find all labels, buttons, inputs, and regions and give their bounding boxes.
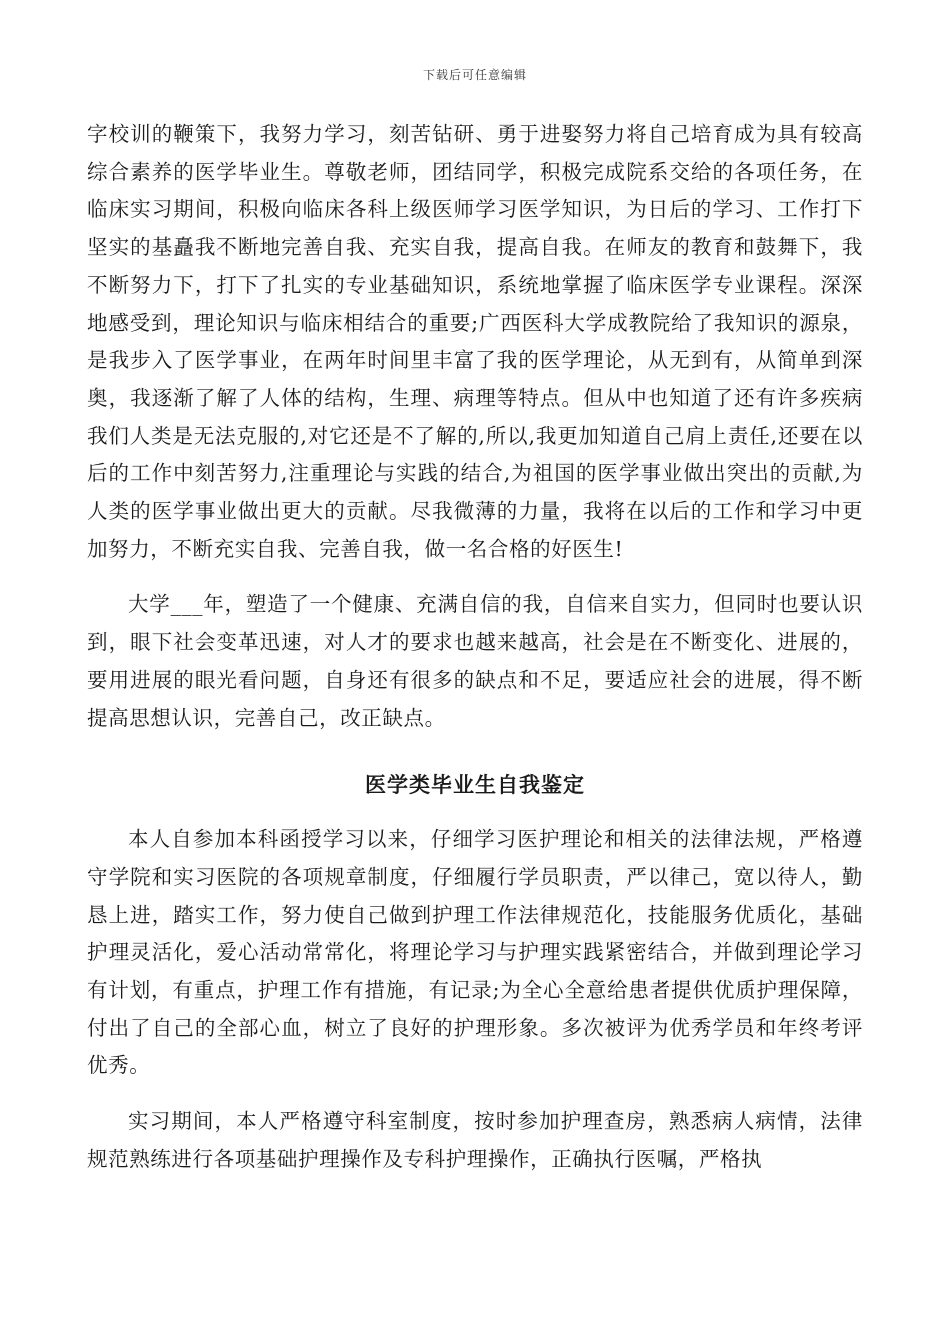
paragraph-4: 实习期间，本人严格遵守科室制度，按时参加护理查房，熟悉病人病情，法律规范熟练进行各项基础护理操作及专科护理操作，正确执行医嘱，严格执 [87, 1109, 863, 1171]
page-header: 下载后可任意编辑 [422, 68, 527, 82]
document-body [87, 116, 863, 1179]
paragraph-2: 大学___年，塑造了一个健康、充满自信的我，自信来自实力，但同时也要认识到，眼下社会变革迅速，对人才的要求也越来越高，社会是在不断变化、进展的，要用进展的眼光看问题，自身还有很多的缺点和不足，要适应社会的进展，得不断提高思想认识，完善自己，改正缺点。 [87, 592, 863, 730]
paragraph-1: 字校训的鞭策下，我努力学习，刻苦钻研、勇于进娶努力将自己培育成为具有较高综合素养的医学毕业生。尊敬老师，团结同学，积极完成院系交给的各项任务，在临床实习期间，积极向临床各科上级医师学习医学知识，为日后的学习、工作打下坚实的基矗我不断地完善自我、充实自我，提高自我。在师友的教育和鼓舞下，我不断努力下，打下了扎实的专业基础知识，系统地掌握了临床医学专业课程。深深地感受到，理论知识与临床相结合的重要;广西医科大学成教院给了我知识的源泉，是我步入了医学事业，在两年时间里丰富了我的医学理论，从无到有，从简单到深奥，我逐渐了解了人体的结构，生理、病理等特点。但从中也知道了还有许多疾病我们人类是无法克服的,对它还是不了解的,所以,我更加知道自己肩上责任,还要在以后的工作中刻苦努力,注重理论与实践的结合,为祖国的医学事业做出突出的贡献,为人类的医学事业做出更大的贡献。尽我微薄的力量，我将在以后的工作和学习中更加努力，不断充实自我、完善自我，做一名合格的好医生! [87, 122, 863, 561]
paragraph-3: 本人自参加本科函授学习以来，仔细学习医护理论和相关的法律法规，严格遵守学院和实习医院的各项规章制度，仔细履行学员职责，严以律己，宽以待人，勤恳上进，踏实工作，努力使自己做到护理工作法律规范化，技能服务优质化，基础护理灵活化，爱心活动常常化，将理论学习与护理实践紧密结合，并做到理论学习有计划，有重点，护理工作有措施，有记录;为全心全意给患者提供优质护理保障，付出了自己的全部心血，树立了良好的护理形象。多次被评为优秀学员和年终考评优秀。 [87, 827, 863, 1078]
section-title: 医学类毕业生自我鉴定 [365, 772, 585, 798]
